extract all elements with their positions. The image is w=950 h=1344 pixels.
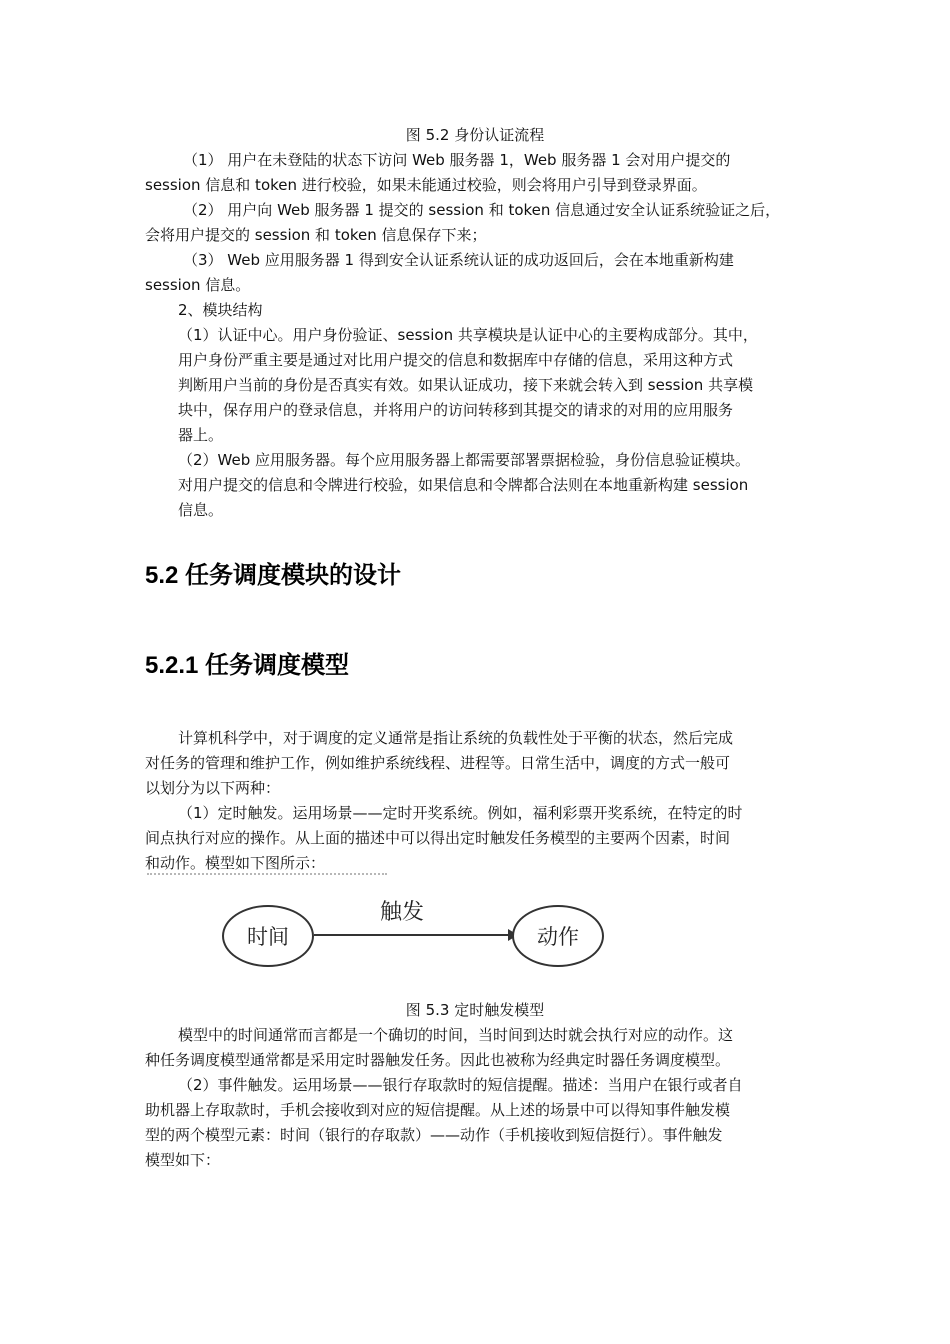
module-p2-line-1: （2）Web 应用服务器。每个应用服务器上都需要部署票据检验，身份信息验证模块。 xyxy=(178,451,751,469)
intro-line-1: 计算机科学中，对于调度的定义通常是指让系统的负载性处于平衡的状态，然后完成 xyxy=(178,729,734,747)
intro-line-2: 对任务的管理和维护工作，例如维护系统线程、进程等。日常生活中，调度的方式一般可 xyxy=(145,754,731,772)
event-line-3: 型的两个模型元素：时间（银行的存取款）——动作（手机接收到短信挺行）。事件触发 xyxy=(145,1126,723,1144)
module-p1-line-3: 判断用户当前的身份是否真实有效。如果认证成功，接下来就会转入到 session 共享模 xyxy=(178,376,754,394)
trigger-arrow-line xyxy=(314,934,514,936)
figure-caption-5-3: 图 5.3 定时触发模型 xyxy=(405,1001,545,1019)
step-1-line-1: （1） 用户在未登陆的状态下访问 Web 服务器 1，Web 服务器 1 会对用户提交的 xyxy=(183,151,731,169)
module-p2-line-2: 对用户提交的信息和令牌进行校验，如果信息和令牌都合法则在本地重新构建 session xyxy=(178,476,749,494)
module-heading: 2、模块结构 xyxy=(178,301,263,319)
timed-line-3: 和动作。模型如下图所示： xyxy=(145,854,326,872)
step-2-line-2: 会将用户提交的 session 和 token 信息保存下来； xyxy=(145,226,487,244)
time-node xyxy=(222,905,314,967)
module-p1-line-5: 器上。 xyxy=(178,426,224,444)
section-heading-5-2-1: 5.2.1 任务调度模型 xyxy=(145,652,350,679)
timed-line-1: （1）定时触发。运用场景——定时开奖系统。例如，福利彩票开奖系统，在特定的时 xyxy=(178,804,743,822)
section-heading-5-2: 5.2 任务调度模块的设计 xyxy=(145,562,402,589)
scan-artifact-line xyxy=(147,873,387,881)
module-p2-line-3: 信息。 xyxy=(178,501,224,519)
step-2-line-1: （2） 用户向 Web 服务器 1 提交的 session 和 token 信息通过安全认证系统验证之后， xyxy=(183,201,781,219)
event-line-2: 助机器上存取款时，手机会接收到对应的短信提醒。从上述的场景中可以得知事件触发模 xyxy=(145,1101,731,1119)
event-line-4: 模型如下： xyxy=(145,1151,221,1169)
after-figure-line-2: 种任务调度模型通常都是采用定时器触发任务。因此也被称为经典定时器任务调度模型。 xyxy=(145,1051,731,1069)
step-3-line-2: session 信息。 xyxy=(145,276,251,294)
after-figure-line-1: 模型中的时间通常而言都是一个确切的时间，当时间到达时就会执行对应的动作。这 xyxy=(178,1026,734,1044)
trigger-label: 触发 xyxy=(380,900,425,925)
step-3-line-1: （3） Web 应用服务器 1 得到安全认证系统认证的成功返回后，会在本地重新构建 xyxy=(183,251,734,269)
timed-trigger-diagram xyxy=(222,893,604,973)
action-node-label: 动作 xyxy=(537,925,579,949)
timed-line-2: 间点执行对应的操作。从上面的描述中可以得出定时触发任务模型的主要两个因素，时间 xyxy=(145,829,731,847)
figure-caption-5-2: 图 5.2 身份认证流程 xyxy=(405,126,545,144)
module-p1-line-4: 块中，保存用户的登录信息，并将用户的访问转移到其提交的请求的对用的应用服务 xyxy=(178,401,734,419)
event-line-1: （2）事件触发。运用场景——银行存取款时的短信提醒。描述：当用户在银行或者自 xyxy=(178,1076,743,1094)
module-p1-line-2: 用户身份严重主要是通过对比用户提交的信息和数据库中存储的信息，采用这种方式 xyxy=(178,351,734,369)
time-node-label: 时间 xyxy=(247,925,289,949)
action-node xyxy=(512,905,604,967)
module-p1-line-1: （1）认证中心。用户身份验证、session 共享模块是认证中心的主要构成部分。其中， xyxy=(178,326,758,344)
intro-line-3: 以划分为以下两种： xyxy=(145,779,281,797)
step-1-line-2: session 信息和 token 进行校验，如果未能通过校验，则会将用户引导到登录界面。 xyxy=(145,176,707,194)
